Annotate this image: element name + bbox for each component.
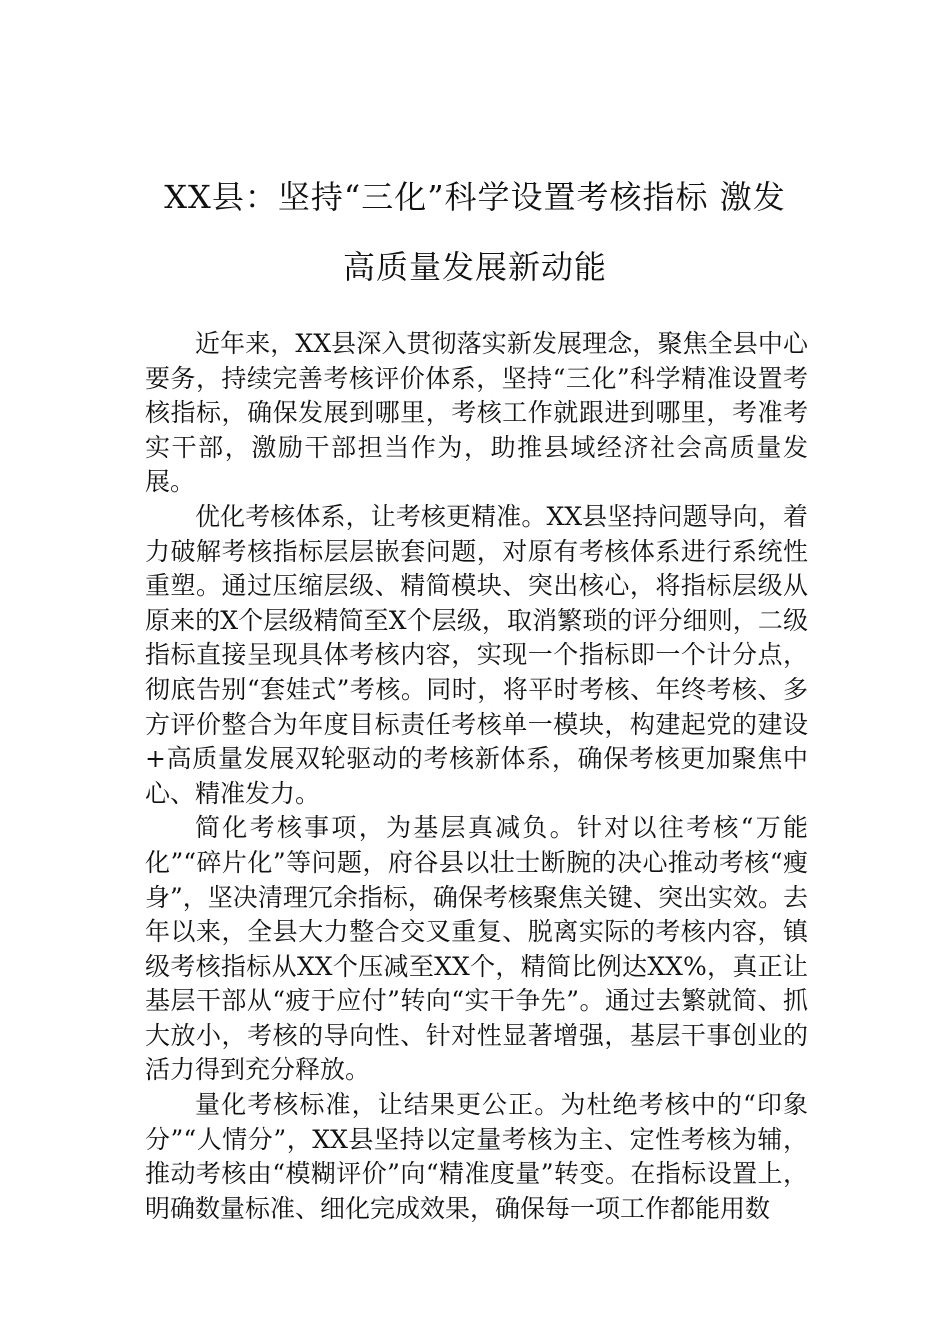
paragraph-intro: 近年来，XX县深入贯彻落实新发展理念，聚焦全县中心要务，持续完善考核评价体系，坚持“三化”科学精准设置考核指标，确保发展到哪里，考核工作就跟进到哪里，考准考实干部，激励干部担当作为，助推县域经济社会高质量发展。 bbox=[145, 329, 808, 497]
paragraph-optimize-system: 优化考核体系，让考核更精准。XX县坚持问题导向，着力破解考核指标层层嵌套问题，对原有考核体系进行系统性重塑。通过压缩层级、精简模块、突出核心，将指标层级从原来的X个层级精简至X个层级，取消繁琐的评分细则，二级指标直接呈现具体考核内容，实现一个指标即一个计分点，彻底告别“套娃式”考核。同时，将平时考核、年终考核、多方评价整合为年度目标责任考核单一模块，构建起党的建设+高质量发展双轮驱动的考核新体系，确保考核更加聚焦中心、精准发力。 bbox=[145, 501, 808, 808]
title-line-1: XX县：坚持“三化”科学设置考核指标 激发 bbox=[164, 178, 786, 216]
paragraph-quantify-standards: 量化考核标准，让结果更公正。为杜绝考核中的“印象分”“人情分”，XX县坚持以定量考核为主、定性考核为辅，推动考核由“模糊评价”向“精准度量”转变。在指标设置上，明确数量标准、细化完成效果，确保每一项工作都能用数 bbox=[145, 1090, 808, 1223]
paragraph-simplify-items: 简化考核事项，为基层真减负。针对以往考核“万能化”“碎片化”等问题，府谷县以壮士断腕的决心推动考核“瘦身”，坚决清理冗余指标，确保考核聚焦关键、突出实效。去年以来，全县大力整合交叉重复、脱离实际的考核内容，镇级考核指标从XX个压减至XX个，精简比例达XX%，真正让基层干部从“疲于应付”转向“实干争先”。通过去繁就简、抓大放小，考核的导向性、针对性显著增强，基层干事创业的活力得到充分释放。 bbox=[145, 813, 808, 1085]
document-title bbox=[120, 162, 830, 302]
title-line-2: 高质量发展新动能 bbox=[342, 248, 607, 286]
document-body bbox=[145, 327, 808, 1226]
